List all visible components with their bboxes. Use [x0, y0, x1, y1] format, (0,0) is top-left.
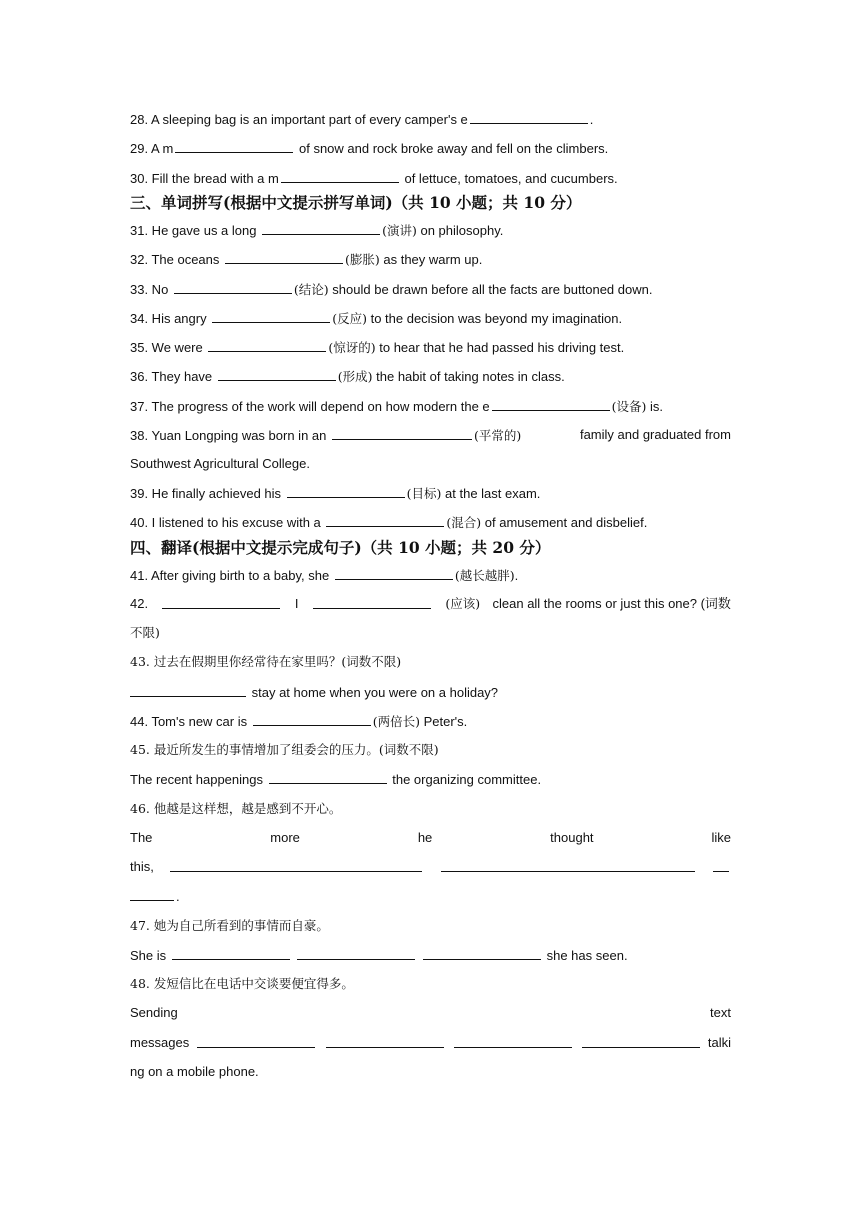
question-text: talki: [707, 1035, 731, 1050]
answer-blank[interactable]: [492, 397, 610, 411]
answer-blank[interactable]: [713, 858, 729, 872]
question-text: stay at home when you were on a holiday?: [248, 685, 499, 700]
word: text: [710, 1005, 731, 1020]
question-text: 29. A m: [130, 141, 174, 156]
question-text: is.: [646, 399, 664, 414]
question-text: to hear that he had passed his driving test.: [375, 340, 625, 355]
question-text: 42.: [130, 596, 149, 611]
question-33: [130, 280, 652, 299]
question-text: .: [589, 112, 594, 127]
answer-blank[interactable]: [423, 946, 541, 960]
chinese-hint: (越长越胖): [454, 568, 515, 583]
chinese-hint: (混合): [446, 515, 482, 530]
question-35: [130, 338, 624, 357]
question-text: to the decision was beyond my imagination.: [366, 311, 623, 326]
question-30: [130, 169, 618, 188]
question-text: 32. The oceans: [130, 252, 223, 267]
question-text: 37. The progress of the work will depend on how modern the e: [130, 399, 490, 414]
question-text: The recent happenings: [130, 772, 267, 787]
answer-blank[interactable]: [326, 513, 444, 527]
question-text: messages: [130, 1035, 190, 1050]
question-text: 34. His angry: [130, 311, 211, 326]
question-39: [130, 484, 540, 503]
answer-blank[interactable]: [287, 484, 405, 498]
chinese-hint: (设备): [611, 399, 647, 414]
chinese-hint: (反应): [332, 311, 367, 326]
question-text: of amusement and disbelief.: [481, 515, 648, 530]
answer-blank[interactable]: [130, 887, 174, 901]
question-text: 33. No: [130, 282, 172, 297]
question-38-line: [130, 426, 521, 445]
chinese-hint: (应该): [445, 596, 481, 611]
answer-blank[interactable]: [170, 858, 422, 872]
chinese-hint: (结论): [293, 282, 329, 297]
question-text: as they warm up.: [379, 252, 483, 267]
question-48-cont: ng on a mobile phone.: [130, 1064, 259, 1079]
question-29: [130, 139, 608, 158]
question-43: [130, 683, 498, 702]
question-text: should be drawn before all the facts are buttoned down.: [328, 282, 653, 297]
question-46-prompt: 46. 他越是这样想，越是感到不开心。: [130, 801, 342, 816]
chinese-hint: (目标): [406, 486, 442, 501]
question-text: Peter's.: [420, 714, 468, 729]
question-43-prompt: 43. 过去在假期里你经常待在家里吗？(词数不限): [130, 654, 402, 669]
question-45: [130, 770, 541, 789]
question-46-answer: [130, 858, 731, 876]
word: he: [417, 830, 433, 845]
answer-blank[interactable]: [335, 566, 453, 580]
question-text: 31. He gave us a long: [130, 223, 261, 238]
question-41: [130, 566, 518, 585]
question-text: 39. He finally achieved his: [130, 486, 285, 501]
chinese-hint: (形成): [337, 369, 373, 384]
chinese-hint: (膨胀): [345, 252, 380, 267]
word: The: [130, 830, 153, 845]
question-text: this,: [130, 859, 154, 874]
answer-blank[interactable]: [130, 683, 246, 697]
word: thought: [550, 830, 594, 845]
question-48-words: [130, 1004, 731, 1022]
question-36: [130, 367, 565, 386]
question-31: [130, 221, 503, 240]
section-3-heading: 三、单词拼写(根据中文提示拼写单词)（共 10 小题；共 10 分）: [130, 193, 582, 212]
question-text: the habit of taking notes in class.: [372, 369, 565, 384]
chinese-hint: (演讲): [382, 223, 417, 238]
question-34: [130, 309, 622, 328]
question-46-cont: [130, 887, 180, 906]
section-4-heading: 四、翻译(根据中文提示完成句子)（共 10 小题；共 20 分）: [130, 538, 551, 557]
question-44: [130, 712, 467, 731]
question-46-words: [130, 829, 731, 847]
answer-blank[interactable]: [175, 139, 293, 153]
answer-blank[interactable]: [454, 1034, 572, 1048]
question-45-prompt: 45. 最近所发生的事情增加了组委会的压力。(词数不限): [130, 742, 439, 757]
answer-blank[interactable]: [208, 338, 326, 352]
question-text: on philosophy.: [416, 223, 504, 238]
question-text: the organizing committee.: [388, 772, 542, 787]
answer-blank[interactable]: [269, 770, 387, 784]
answer-blank[interactable]: [582, 1034, 700, 1048]
question-48-prompt: 48. 发短信比在电话中交谈要便宜得多。: [130, 976, 354, 991]
question-text: clean all the rooms or just this one? (词数: [492, 596, 731, 611]
question-text: she has seen.: [543, 948, 628, 963]
question-text: 44. Tom's new car is: [130, 714, 251, 729]
answer-blank[interactable]: [172, 946, 290, 960]
question-40: [130, 513, 647, 532]
word: like: [711, 830, 731, 845]
question-text: 36. They have: [130, 369, 216, 384]
answer-blank[interactable]: [225, 250, 343, 264]
question-text: 30. Fill the bread with a m: [130, 171, 279, 186]
word: Sending: [130, 1005, 178, 1020]
question-text: .: [514, 568, 519, 583]
answer-blank[interactable]: [162, 595, 280, 609]
answer-blank[interactable]: [470, 110, 588, 124]
question-text: I: [294, 596, 299, 611]
answer-blank[interactable]: [174, 280, 292, 294]
question-42-cont: 不限): [130, 625, 160, 640]
question-47-prompt: 47. 她为自己所看到的事情而自豪。: [130, 918, 329, 933]
question-text: 41. After giving birth to a baby, she: [130, 568, 333, 583]
answer-blank[interactable]: [218, 367, 336, 381]
answer-blank[interactable]: [332, 426, 472, 440]
question-text: 38. Yuan Longping was born in an: [130, 428, 330, 443]
question-text: 28. A sleeping bag is an important part of every camper's e: [130, 112, 468, 127]
answer-blank[interactable]: [441, 858, 695, 872]
question-32: [130, 250, 482, 269]
question-text: 35. We were: [130, 340, 207, 355]
question-37: [130, 397, 663, 416]
chinese-hint: (惊讶的): [328, 340, 376, 355]
question-47: [130, 946, 628, 965]
question-text: of snow and rock broke away and fell on the climbers.: [295, 141, 609, 156]
answer-blank[interactable]: [281, 169, 399, 183]
question-text: .: [176, 889, 180, 904]
answer-blank[interactable]: [253, 712, 371, 726]
answer-blank[interactable]: [262, 221, 380, 235]
question-text: of lettuce, tomatoes, and cucumbers.: [400, 171, 618, 186]
question-text: family and graduated from: [579, 427, 731, 442]
word: more: [270, 830, 300, 845]
answer-blank[interactable]: [197, 1034, 315, 1048]
chinese-hint: (两倍长): [372, 714, 420, 729]
question-text: She is: [130, 948, 170, 963]
answer-blank[interactable]: [212, 309, 330, 323]
question-38: [130, 426, 731, 445]
answer-blank[interactable]: [313, 595, 431, 609]
question-42: [130, 595, 731, 613]
chinese-hint: (平常的): [473, 428, 522, 443]
question-text: 40. I listened to his excuse with a: [130, 515, 325, 530]
question-text: at the last exam.: [441, 486, 541, 501]
answer-blank[interactable]: [297, 946, 415, 960]
question-48-answer: [130, 1034, 731, 1052]
question-28: [130, 110, 593, 129]
answer-blank[interactable]: [326, 1034, 444, 1048]
question-38-cont: Southwest Agricultural College.: [130, 456, 310, 471]
